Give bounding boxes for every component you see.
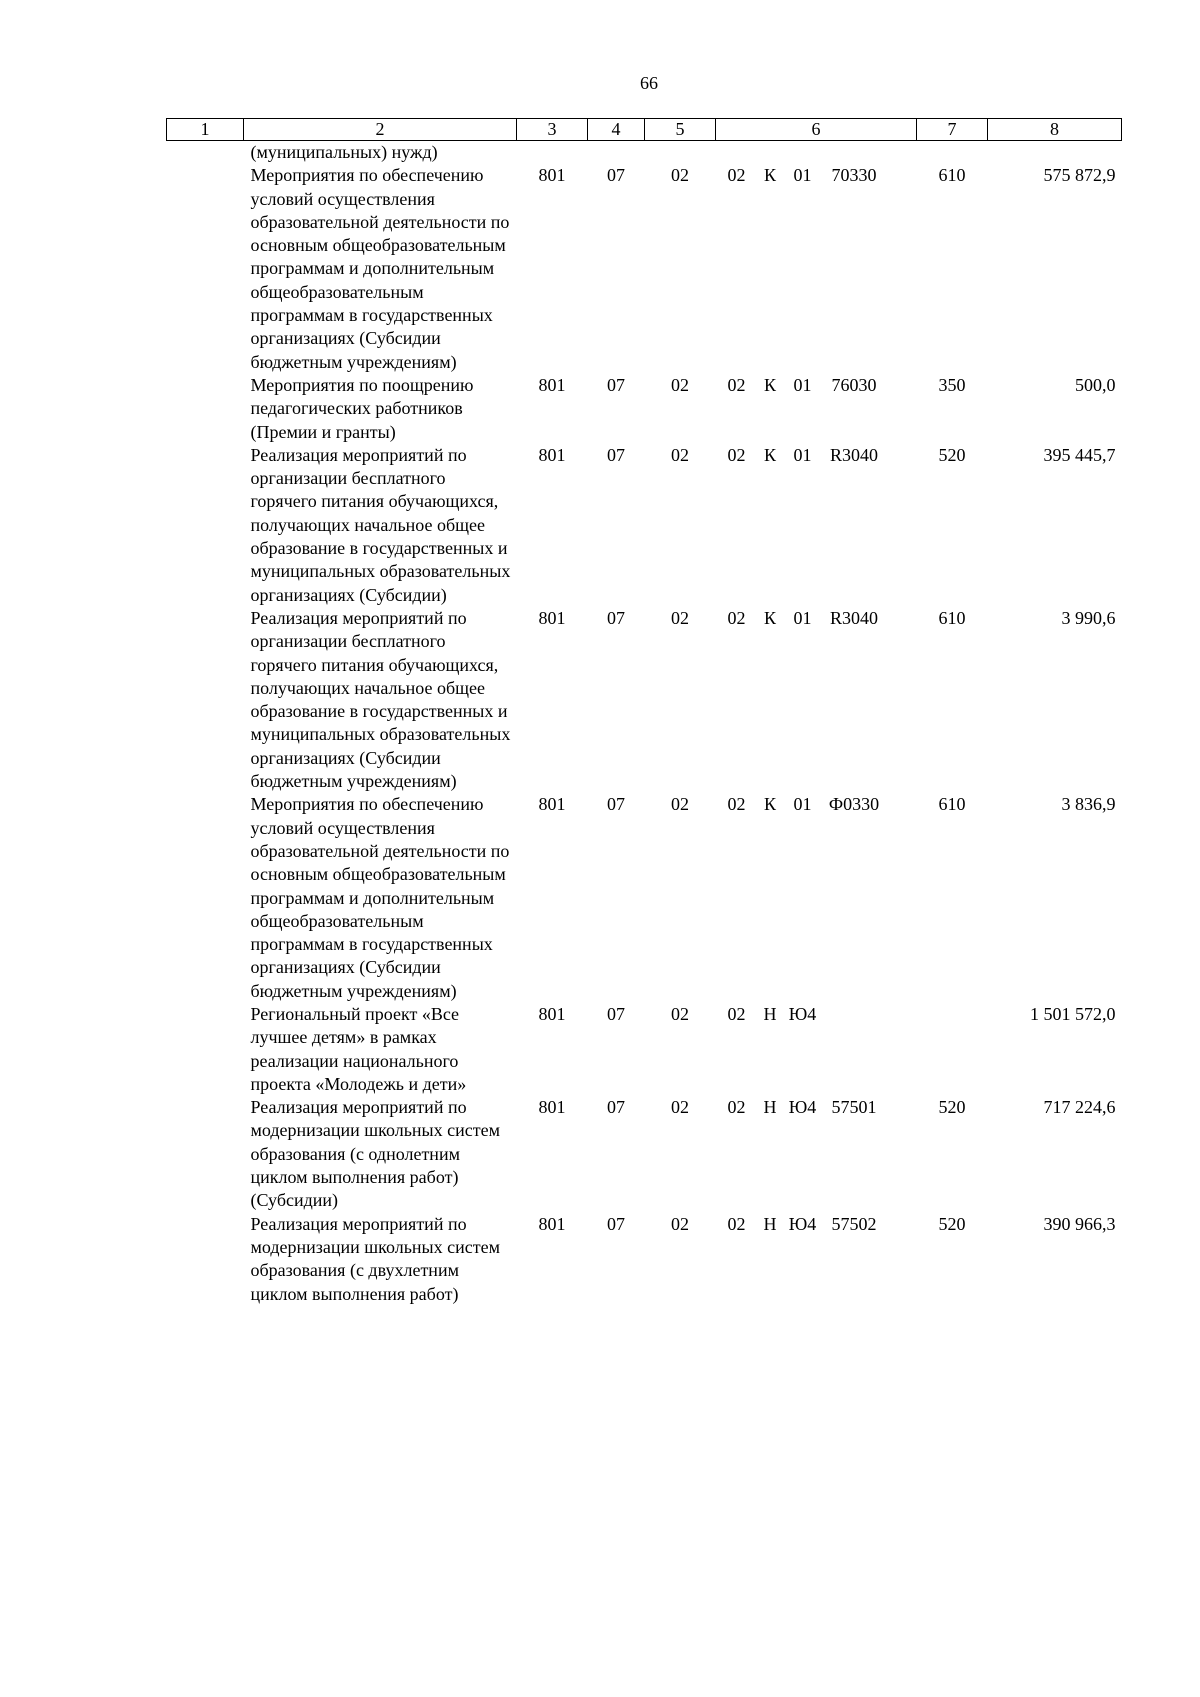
table-row (167, 793, 1122, 1003)
header-cell: 6 (716, 119, 917, 141)
target-project-part: 01 (793, 165, 812, 186)
row-section-code: 07 (607, 1213, 625, 1234)
row-section-code: 07 (607, 444, 625, 465)
row-col1-empty (167, 374, 244, 444)
row-amount: 390 966,3 (1043, 1213, 1116, 1234)
target-code-parts (716, 444, 917, 467)
row-amount: 500,0 (1075, 374, 1116, 395)
row-section-code: 07 (607, 794, 625, 815)
row-ministry-code: 801 (538, 1097, 566, 1118)
table-row (167, 1003, 1122, 1096)
row-amount: 395 445,7 (1043, 444, 1116, 465)
target-direction-part: 57501 (831, 1097, 877, 1118)
target-program-part: 02 (727, 607, 746, 628)
row-target-code (716, 607, 917, 793)
target-project-part: 01 (793, 607, 812, 628)
target-direction-part: R3040 (829, 444, 878, 465)
row-amount: 3 990,6 (1061, 607, 1116, 628)
target-type-part: Н (763, 1003, 777, 1024)
row-name: Мероприятия по обеспечению условий осуществления образовательной деятельности по основным общеобразовательным программам и дополнительным общеобразовательным программам в государственных организациях (Субсидии бюджетным учреждениям) (250, 794, 510, 1001)
target-project-part: 01 (793, 794, 812, 815)
row-amount: 1 501 572,0 (1030, 1003, 1116, 1024)
row-target-code (716, 1003, 917, 1096)
target-program-part: 02 (727, 374, 746, 395)
row-col1-empty (167, 607, 244, 793)
header-row (167, 119, 1122, 141)
target-code-parts (716, 1213, 917, 1236)
row-name: Реализация мероприятий по модернизации школьных систем образования (с двухлетним циклом выполнения работ) (250, 1213, 501, 1304)
table-row (167, 444, 1122, 607)
row-name: Региональный проект «Все лучшее детям» в рамках реализации национального проекта «Молодежь и дети» (250, 1003, 467, 1094)
row-amount: 717 224,6 (1043, 1097, 1116, 1118)
header-cell: 1 (167, 119, 244, 141)
target-program-part: 02 (727, 1213, 746, 1234)
target-direction-part: 57502 (831, 1213, 877, 1234)
target-type-part: К (763, 444, 776, 465)
row-subsection-code: 02 (671, 444, 689, 465)
target-program-part: 02 (727, 165, 746, 186)
row-ministry-code: 801 (538, 1003, 566, 1024)
row-section-code: 07 (607, 1003, 625, 1024)
header-cell: 2 (244, 119, 517, 141)
row-expense-type-code: 350 (938, 374, 966, 395)
target-code-parts (716, 1096, 917, 1119)
row-amount: 575 872,9 (1043, 165, 1116, 186)
budget-table (166, 118, 1122, 1306)
row-expense-type-code: 520 (938, 1097, 966, 1118)
row-name: Мероприятия по обеспечению условий осуществления образовательной деятельности по основным общеобразовательным программам и дополнительным общеобразовательным программам в государственных организациях (Субсидии бюджетным учреждениям) (250, 165, 510, 372)
target-project-part: 01 (793, 444, 812, 465)
target-project-part: Ю4 (788, 1003, 817, 1024)
row-col1-empty (167, 793, 244, 1003)
page-number: 66 (640, 73, 658, 93)
target-project-part: 01 (793, 374, 812, 395)
row-target-code (716, 1096, 917, 1212)
row-ministry-code: 801 (538, 444, 566, 465)
row-expense-type-code: 610 (938, 794, 966, 815)
target-direction-part: R3040 (829, 607, 878, 628)
row-expense-type-code (917, 1003, 988, 1096)
target-type-part: К (763, 374, 776, 395)
row-col1-empty (167, 444, 244, 607)
row-col1-empty (167, 164, 244, 374)
row-ministry-code (517, 141, 588, 165)
row-ministry-code: 801 (538, 794, 566, 815)
row-section-code: 07 (607, 607, 625, 628)
target-type-part: Н (763, 1097, 777, 1118)
row-section-code: 07 (607, 374, 625, 395)
target-program-part: 02 (727, 794, 746, 815)
row-expense-type-code: 520 (938, 1213, 966, 1234)
row-expense-type-code: 610 (938, 607, 966, 628)
header-cell: 5 (645, 119, 716, 141)
row-subsection-code: 02 (671, 1097, 689, 1118)
row-amount: 3 836,9 (1061, 794, 1116, 815)
row-name: Мероприятия по поощрению педагогических работников (Премии и гранты) (250, 374, 474, 442)
target-code-parts (716, 374, 917, 397)
target-program-part: 02 (727, 444, 746, 465)
target-code-parts (716, 1003, 917, 1026)
row-target-code (716, 444, 917, 607)
target-program-part: 02 (727, 1003, 746, 1024)
row-subsection-code: 02 (671, 607, 689, 628)
row-name: Реализация мероприятий по организации бесплатного горячего питания обучающихся, получающих начальное общее образование в государственных и муниципальных образовательных организациях (Субсидии) (250, 444, 511, 605)
row-subsection-code (645, 141, 716, 165)
table-row (167, 1213, 1122, 1306)
row-ministry-code: 801 (538, 165, 566, 186)
target-program-part: 02 (727, 1097, 746, 1118)
row-section-code (588, 141, 645, 165)
row-ministry-code: 801 (538, 607, 566, 628)
row-col1-empty (167, 1096, 244, 1212)
target-code-parts (716, 793, 917, 816)
target-direction-part: 76030 (831, 374, 877, 395)
row-subsection-code: 02 (671, 1003, 689, 1024)
target-type-part: К (763, 165, 776, 186)
row-target-code (716, 141, 917, 165)
target-code-parts (716, 607, 917, 630)
row-target-code (716, 374, 917, 444)
table-row (167, 164, 1122, 374)
row-name: Реализация мероприятий по организации бесплатного горячего питания обучающихся, получающих начальное общее образование в государственных и муниципальных образовательных организациях (Субсидии бюджетным учреждениям) (250, 607, 511, 792)
row-col1-empty (167, 141, 244, 165)
header-cell: 7 (917, 119, 988, 141)
target-direction-part: Ф0330 (828, 794, 880, 815)
row-ministry-code: 801 (538, 1213, 566, 1234)
target-type-part: К (763, 794, 776, 815)
row-col1-empty (167, 1213, 244, 1306)
row-expense-type-code (917, 141, 988, 165)
row-expense-type-code: 520 (938, 444, 966, 465)
table-row (167, 374, 1122, 444)
row-section-code: 07 (607, 165, 625, 186)
table-row (167, 607, 1122, 793)
row-target-code (716, 793, 917, 1003)
row-subsection-code: 02 (671, 794, 689, 815)
target-direction-part: 70330 (831, 165, 877, 186)
target-project-part: Ю4 (788, 1097, 817, 1118)
row-amount (988, 141, 1122, 165)
target-code-parts (716, 164, 917, 187)
row-target-code (716, 1213, 917, 1306)
target-type-part: К (763, 607, 776, 628)
target-direction-part (823, 1003, 886, 1026)
header-cell: 3 (517, 119, 588, 141)
row-subsection-code: 02 (671, 1213, 689, 1234)
row-subsection-code: 02 (671, 374, 689, 395)
row-target-code (716, 164, 917, 374)
row-col1-empty (167, 1003, 244, 1096)
row-ministry-code: 801 (538, 374, 566, 395)
row-name: (муниципальных) нужд) (250, 142, 438, 162)
table-row (167, 141, 1122, 165)
table-row (167, 1096, 1122, 1212)
row-subsection-code: 02 (671, 165, 689, 186)
row-name: Реализация мероприятий по модернизации школьных систем образования (с однолетним циклом выполнения работ) (Субсидии) (250, 1097, 501, 1211)
row-expense-type-code: 610 (938, 165, 966, 186)
header-cell: 4 (588, 119, 645, 141)
row-section-code: 07 (607, 1097, 625, 1118)
target-project-part: Ю4 (788, 1213, 817, 1234)
header-cell: 8 (988, 119, 1122, 141)
target-type-part: Н (763, 1213, 777, 1234)
